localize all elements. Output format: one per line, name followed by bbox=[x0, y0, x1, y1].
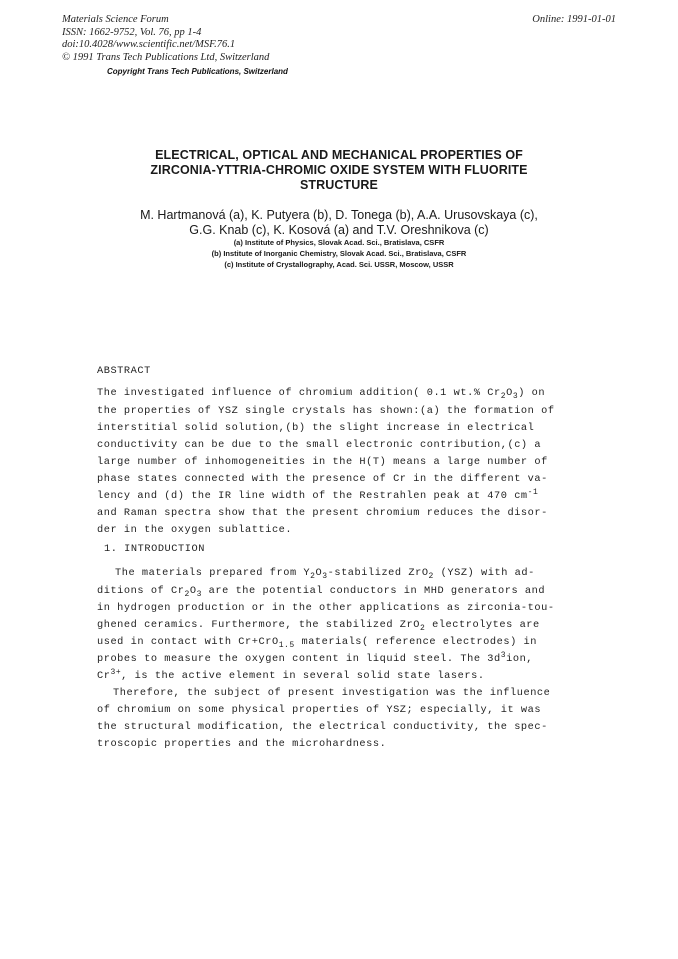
title-line: ELECTRICAL, OPTICAL AND MECHANICAL PROPERTIES OF bbox=[155, 148, 523, 162]
intro-line: $Cr^{3+}$, is the active element in several solid state lasers. bbox=[97, 668, 485, 682]
abstract-line: interstitial solid solution,(b) the slight increase in electrical bbox=[97, 422, 535, 434]
abstract-line: der in the oxygen sublattice. bbox=[97, 524, 293, 536]
intro-line: ditions of $Cr_2O_3$ are the potential conductors in MHD generators and bbox=[97, 585, 546, 599]
paper-title bbox=[100, 148, 578, 193]
abstract-line: and Raman spectra show that the present chromium reduces the disor- bbox=[97, 507, 548, 519]
intro-line: Therefore, the subject of present investigation was the influence bbox=[113, 687, 551, 699]
issn: ISSN: 1662-9752, Vol. 76, pp 1-4 bbox=[62, 26, 202, 38]
abstract-heading: ABSTRACT bbox=[97, 365, 151, 377]
affiliation-a: (a) Institute of Physics, Slovak Acad. Sci., Bratislava, CSFR bbox=[233, 238, 445, 247]
affiliations bbox=[120, 237, 558, 270]
doi: doi:10.4028/www.scientific.net/MSF.76.1 bbox=[62, 39, 236, 50]
authors-line: M. Hartmanová (a), K. Putyera (b), D. Tonega (b), A.A. Urusovskaya (c), bbox=[140, 208, 538, 222]
abstract-line: phase states connected with the presence of Cr in the different va- bbox=[97, 473, 548, 485]
intro-line: probes to measure the oxygen content in liquid steel. The $3d^3ion$, bbox=[97, 651, 534, 665]
author-list bbox=[80, 208, 598, 237]
intro-line: in hydrogen production or in the other applications as zirconia-tou- bbox=[97, 602, 555, 614]
introduction-heading: 1. INTRODUCTION bbox=[104, 543, 205, 555]
title-line: ZIRCONIA-YTTRIA-CHROMIC OXIDE SYSTEM WITH FLUORITE bbox=[150, 163, 528, 177]
journal-name: Materials Science Forum bbox=[62, 14, 169, 25]
abstract-line: conductivity can be due to the small electronic contribution,(c) a bbox=[97, 439, 542, 451]
abstract-line: lency and (d) the IR line width of the Restrahlen peak at 470 $cm^{-1}$ bbox=[97, 488, 539, 502]
copyright-notice: Copyright Trans Tech Publications, Switzerland bbox=[107, 67, 288, 76]
online-date: Online: 1991-01-01 bbox=[532, 14, 616, 25]
title-line: STRUCTURE bbox=[300, 178, 378, 192]
affiliation-b: (b) Institute of Inorganic Chemistry, Slovak Acad. Sci., Bratislava, CSFR bbox=[211, 249, 467, 258]
publisher-notice: © 1991 Trans Tech Publications Ltd, Switzerland bbox=[62, 51, 270, 63]
intro-line: the structural modification, the electrical conductivity, the spec- bbox=[97, 721, 548, 733]
intro-line: ghened ceramics. Furthermore, the stabilized ZrO$_2$ electrolytes are bbox=[97, 619, 540, 633]
authors-line: G.G. Knab (c), K. Kosová (a) and T.V. Oreshnikova (c) bbox=[189, 222, 489, 237]
abstract-line: large number of inhomogeneities in the H(T) means a large number of bbox=[97, 456, 548, 468]
intro-line: The materials prepared from $Y_2O_3$-stabilized ZrO$_2$ (YSZ) with ad- bbox=[115, 567, 535, 581]
intro-line: of chromium on some physical properties of YSZ; especially, it was bbox=[97, 704, 542, 716]
intro-line: used in contact with Cr+CrO$_{1.5}$ materials( reference electrodes) in bbox=[97, 636, 537, 650]
intro-line: troscopic properties and the microhardness. bbox=[97, 738, 387, 750]
affiliation-c: (c) Institute of Crystallography, Acad. Sci. USSR, Moscow, USSR bbox=[224, 260, 454, 269]
journal-metadata bbox=[62, 14, 269, 64]
abstract-line: the properties of YSZ single crystals has shown:(a) the formation of bbox=[97, 405, 555, 417]
abstract-line: The investigated influence of chromium addition( 0.1 wt.% $Cr_2O_3$) on bbox=[97, 387, 546, 401]
